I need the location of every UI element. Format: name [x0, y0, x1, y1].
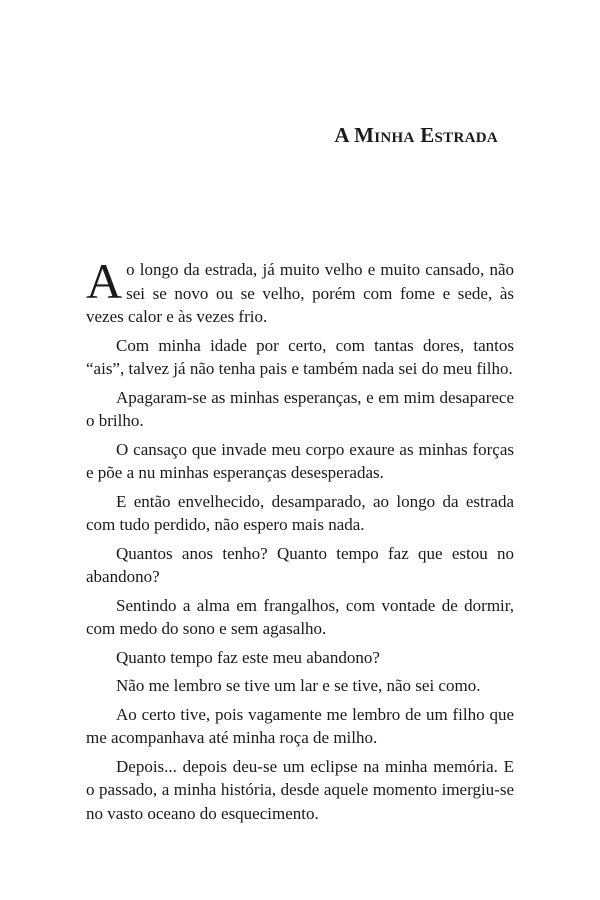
paragraph-4: O cansaço que invade meu corpo exaure as minhas forças e põe a nu minhas esperanças desesperadas. — [86, 439, 514, 482]
paragraph-8: Quanto tempo faz este meu abandono? — [116, 647, 380, 667]
paragraph-1-text: o longo da estrada, já muito velho e muito cansado, não sei se novo ou se velho, porém com fome e sede, às vezes calor e às vezes frio. — [86, 260, 514, 326]
paragraph-10: Ao certo tive, pois vagamente me lembro de um filho que me acompanhava até minha roça de milho. — [86, 704, 514, 747]
paragraph-11: Depois... depois deu-se um eclipse na minha memória. E o passado, a minha história, desde aquele momento imergiu-se no vasto oceano do esquecimento. — [86, 756, 514, 823]
paragraph-7: Sentindo a alma em frangalhos, com vontade de dormir, com medo do sono e sem agasalho. — [86, 595, 514, 638]
body-text — [86, 253, 514, 830]
paragraph-6: Quantos anos tenho? Quanto tempo faz que estou no abandono? — [86, 543, 514, 586]
paragraph-1 — [86, 253, 514, 329]
paragraph-3: Apagaram-se as minhas esperanças, e em mim desaparece o brilho. — [86, 387, 514, 430]
chapter-title: A Minha Estrada — [334, 123, 498, 147]
paragraph-5: E então envelhecido, desamparado, ao longo da estrada com tudo perdido, não espero mais nada. — [86, 491, 514, 534]
paragraph-9: Não me lembro se tive um lar e se tive, não sei como. — [116, 676, 481, 695]
drop-cap: A — [86, 253, 123, 309]
paragraph-2: Com minha idade por certo, com tantas dores, tantos “ais”, talvez já não tenha pais e também nada sei do meu filho. — [86, 335, 514, 378]
